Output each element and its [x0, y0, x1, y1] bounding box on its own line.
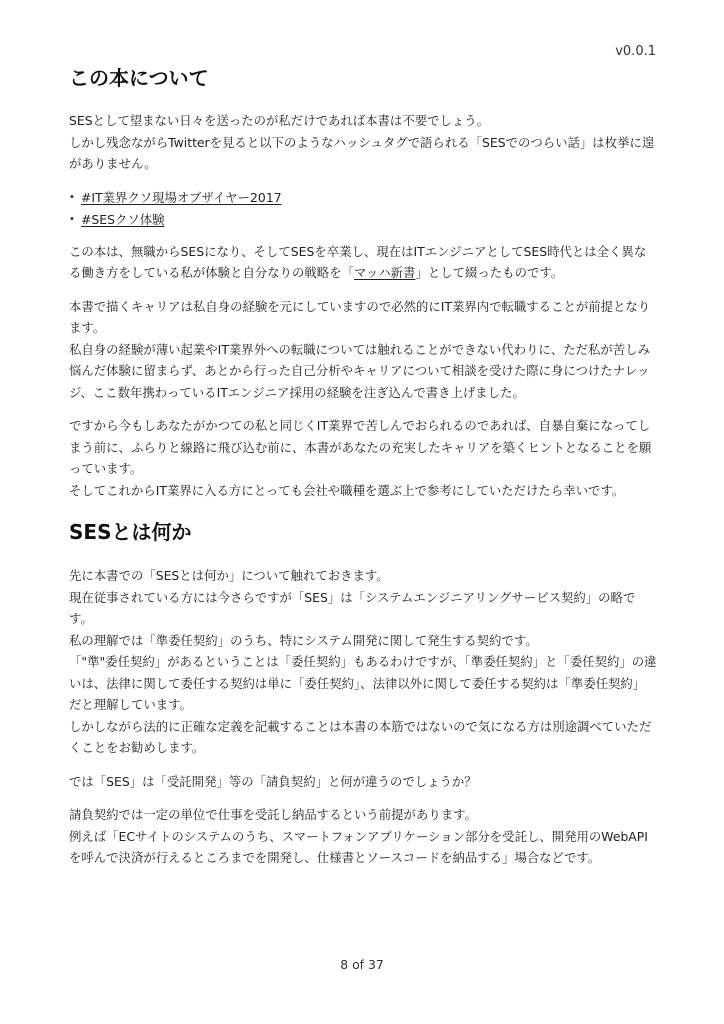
- paragraph: 先に本書での「SESとは何か」について触れておきます。 現在従事されている方には今さらですが「SES」は「システムエンジニアリングサービス契約」の略です。 私の理解では「準委任契約」のうち、特にシステム開発に関して発生する契約です。 「"準"委任契約」があるということは「委任契約」もあるわけですが、「準委任契約」と「委任契約」の違いは、法律に関して委任する契約は単に「委任契約」、法律以外に関して委任する契約は「準委任契約」だと理解しています。 しかしながら法的に正確な定義を記載することは本書の本筋ではないので気になる方は別途調べていただくことをお勧めします。: [69, 568, 657, 755]
- section-title-what-is-ses: SESとは何か: [69, 520, 192, 544]
- paragraph: 請負契約では一定の単位で仕事を受託し納品するという前提があります。 例えば「ECサイトのシステムのうち、スマートフォンアプリケーション部分を受託し、開発用のWebAPIを呼んで決済が行えるところまでを開発し、仕様書とソースコードを納品する」場合などです。: [69, 807, 648, 865]
- hashtag-link[interactable]: #IT業界クソ現場オブザイヤー2017: [81, 189, 282, 205]
- paragraph: では「SES」は「受託開発」等の「請負契約」と何が違うのでしょうか？: [69, 773, 477, 789]
- text-segment: この本は、無職からSESになり、そしてSESを卒業し、現在はITエンジニアとしてSES時代とは全く異なる働き方をしている私が体験と自分なりの戦略を「: [69, 243, 647, 280]
- hashtag-link[interactable]: #SESクソ体験: [81, 211, 165, 227]
- list-item[interactable]: [69, 187, 657, 209]
- version-label: v0.0.1: [615, 44, 656, 59]
- section-title-about: この本について: [69, 66, 209, 90]
- paragraph: SESとして望まない日々を送ったのが私だけであれば本書は不要でしょう。 しかし残念ながらTwitterを見ると以下のようなハッシュタグで語られる「SESでのつらい話」は枚挙に遑がありません。: [69, 113, 655, 171]
- page-indicator: 8 of 37: [340, 957, 384, 972]
- hashtag-list: [69, 187, 657, 231]
- text-segment: 」として綴ったものです。: [415, 265, 564, 280]
- paragraph: ですから今もしあなたがかつての私と同じくIT業界で苦しんでおられるのであれば、自暴自棄になってしまう前に、ふらりと線路に飛び込む前に、本書があなたの充実したキャリアを築くヒントとなることを願っています。 そしてこれからIT業界に入る方にとっても会社や職種を選ぶ上で参考にしていただけたら幸いです。: [69, 418, 652, 498]
- mach-shinsho-link[interactable]: マッハ新書: [353, 265, 416, 280]
- paragraph: 本書で描くキャリアは私自身の経験を元にしていますので必然的にIT業界内で転職することが前提となります。 私自身の経験が薄い起業やIT業界外への転職については触れることができない代わりに、ただ私が苦しみ悩んだ体験に留まらず、あとから行った自己分析やキャリアについて相談を受けた際に身につけたナレッジ、ここ数年携わっているITエンジニア採用の経験を注ぎ込んで書き上げました。: [69, 298, 651, 400]
- document-body: [69, 64, 657, 881]
- list-item[interactable]: [69, 209, 657, 231]
- paragraph: [69, 241, 657, 284]
